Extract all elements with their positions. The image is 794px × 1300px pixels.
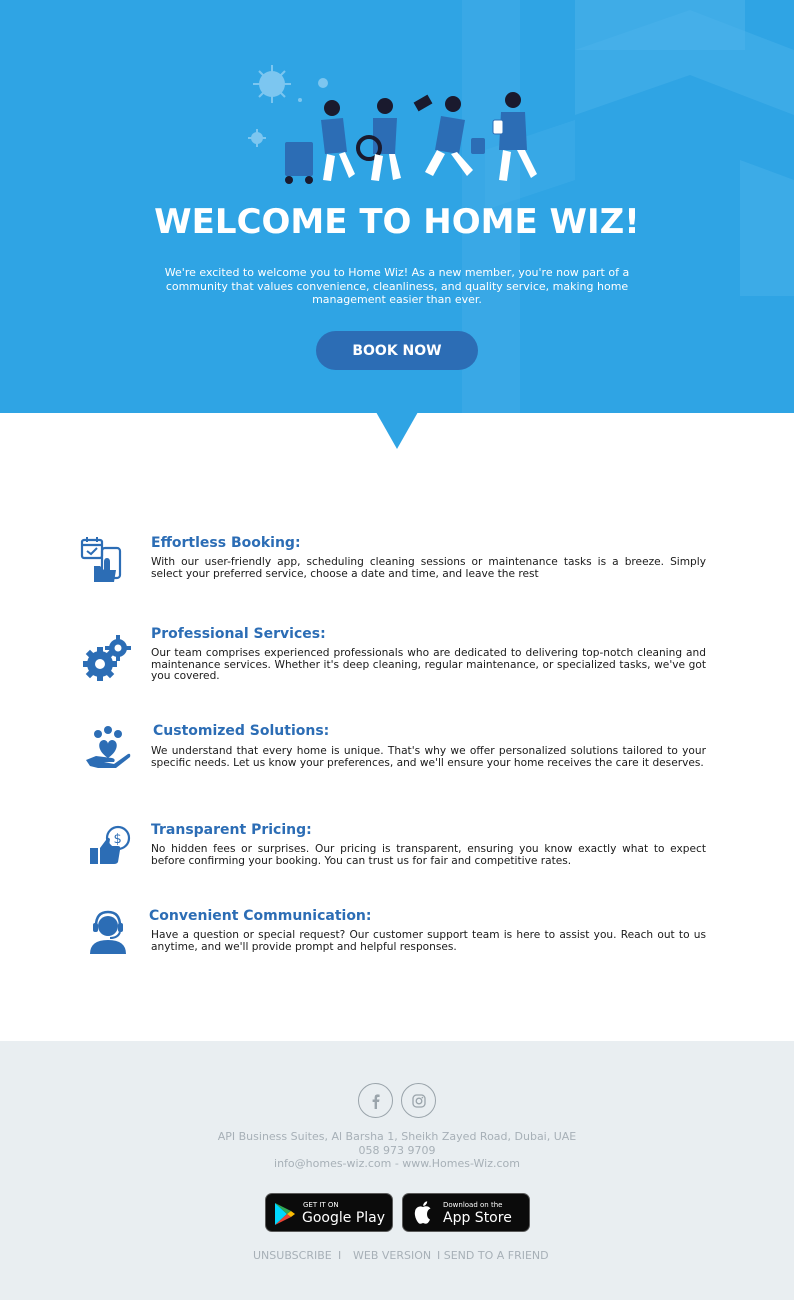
feature-description: We understand that every home is unique. That's why we offer personalized solutions tailored to your specific needs. Let us know your preferences, and we'll ensure your home receives the care it deserves. (151, 745, 706, 769)
feature-description: No hidden fees or surprises. Our pricing is transparent, ensuring you know exactly what to expect before confirming your booking. You can trust us for fair and competitive rates. (151, 843, 706, 867)
feature-description: With our user-friendly app, scheduling cleaning sessions or maintenance tasks is a breeze. Simply select your preferred service, choose a date and time, and leave the rest (151, 556, 706, 580)
facebook-link[interactable] (358, 1083, 393, 1118)
instagram-icon (412, 1094, 426, 1108)
feature-description: Have a question or special request? Our customer support team is here to assist you. Reach out to us anytime, and we'll provide prompt and helpful responses. (151, 929, 706, 953)
app-store-small-label: Download on the (443, 1201, 503, 1209)
footer-address: API Business Suites, Al Barsha 1, Sheikh Zayed Road, Dubai, UAE (217, 1130, 577, 1143)
hand-heart-people-icon (84, 724, 136, 776)
app-store-button[interactable] (402, 1193, 530, 1232)
app-store-label: App Store (443, 1210, 512, 1226)
send-to-friend-link[interactable]: I SEND TO A FRIEND (437, 1249, 549, 1262)
support-headset-icon (84, 908, 136, 960)
unsubscribe-link[interactable]: UNSUBSCRIBE (253, 1249, 332, 1262)
footer-phone: 058 973 9709 (358, 1144, 436, 1157)
hero-banner (0, 0, 794, 413)
instagram-link[interactable] (401, 1083, 436, 1118)
feature-title: Customized Solutions: (153, 723, 330, 739)
web-version-link[interactable]: WEB VERSION (353, 1249, 432, 1262)
footer (0, 1041, 794, 1300)
google-play-button[interactable] (265, 1193, 393, 1232)
feature-title: Effortless Booking: (151, 535, 301, 551)
feature-title: Convenient Communication: (149, 908, 372, 924)
google-play-label: Google Play (302, 1210, 386, 1226)
hero-intro-text: We're excited to welcome you to Home Wiz! As a new member, you're now part of a community that values convenience, cleanliness, and quality service, making home management easier than ever. (164, 266, 630, 306)
hero-title: WELCOME TO HOME WIZ! (154, 202, 640, 242)
book-now-button[interactable]: BOOK NOW (316, 331, 478, 370)
feature-title: Professional Services: (151, 626, 326, 642)
google-play-icon (274, 1202, 296, 1226)
footer-contact[interactable]: info@homes-wiz.com - www.Homes-Wiz.com (274, 1157, 520, 1170)
feature-description: Our team comprises experienced professionals who are dedicated to delivering top-notch cleaning and maintenance services. Whether it's deep cleaning, regular maintenance, or specialized tasks, we've got you covered. (151, 647, 706, 683)
footer-separator: I (338, 1249, 342, 1262)
hero-notch-arrow (376, 412, 418, 449)
gears-icon (80, 632, 132, 684)
calendar-phone-icon (80, 534, 132, 586)
facebook-icon (369, 1093, 383, 1109)
feature-title: Transparent Pricing: (151, 822, 312, 838)
google-play-small-label: GET IT ON (303, 1201, 339, 1209)
thumbs-up-dollar-icon (88, 822, 140, 874)
svg-text:$: $ (113, 832, 122, 847)
apple-icon (412, 1201, 434, 1226)
cleaning-crew-illustration (245, 60, 555, 188)
